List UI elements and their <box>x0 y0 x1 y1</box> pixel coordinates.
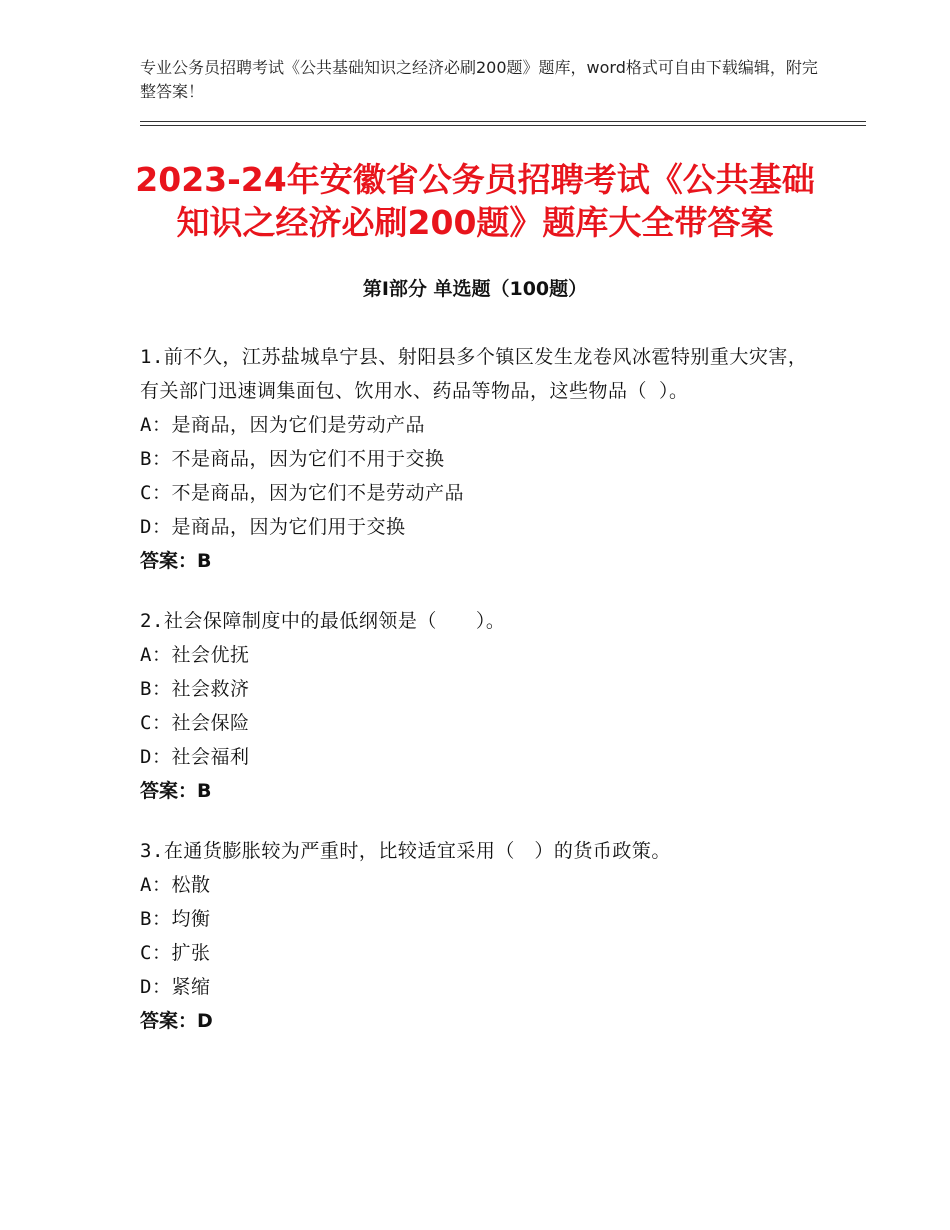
question-stem: 3.在通货膨胀较为严重时，比较适宜采用（ ）的货币政策。 <box>140 840 671 862</box>
option-a: A：社会优抚 <box>140 644 250 666</box>
option-d: D：是商品，因为它们用于交换 <box>140 516 406 538</box>
option-c: C：扩张 <box>140 942 211 964</box>
option-a: A：是商品，因为它们是劳动产品 <box>140 414 425 436</box>
question-list <box>140 340 810 1064</box>
answer: 答案：B <box>140 550 212 572</box>
question-stem: 1.前不久，江苏盐城阜宁县、射阳县多个镇区发生龙卷风冰雹特别重大灾害，有关部门迅速调集面包、饮用水、药品等物品，这些物品（ ）。 <box>140 346 808 402</box>
question-3 <box>140 834 810 1038</box>
header-note: 专业公务员招聘考试《公共基础知识之经济必刷200题》题库，word格式可自由下载编辑，附完整答案！ <box>140 58 818 101</box>
option-b: B：均衡 <box>140 908 211 930</box>
document-title: 2023-24年安徽省公务员招聘考试《公共基础知识之经济必刷200题》题库大全带答案 <box>135 160 815 242</box>
option-d: D：紧缩 <box>140 976 211 998</box>
option-a: A：松散 <box>140 874 211 896</box>
option-b: B：不是商品，因为它们不用于交换 <box>140 448 445 470</box>
header-rule-bottom <box>140 125 866 126</box>
answer: 答案：D <box>140 1010 213 1032</box>
option-b: B：社会救济 <box>140 678 250 700</box>
section-title: 第Ⅰ部分 单选题（100题） <box>362 278 588 300</box>
answer: 答案：B <box>140 780 212 802</box>
question-2 <box>140 604 810 808</box>
option-d: D：社会福利 <box>140 746 250 768</box>
option-c: C：不是商品，因为它们不是劳动产品 <box>140 482 464 504</box>
option-c: C：社会保险 <box>140 712 250 734</box>
question-1 <box>140 340 810 578</box>
header-rule-top <box>140 121 866 122</box>
question-stem: 2.社会保障制度中的最低纲领是（ ）。 <box>140 610 506 632</box>
